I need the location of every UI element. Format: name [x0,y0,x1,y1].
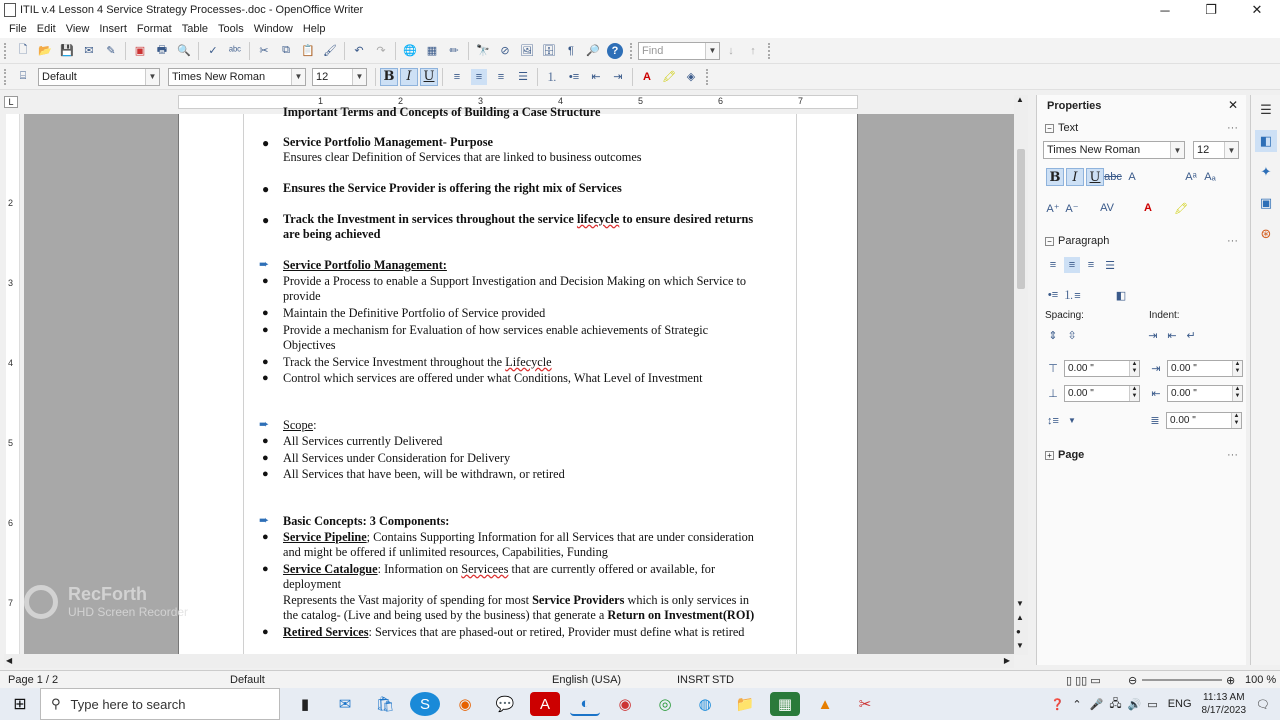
toolbar-handle[interactable] [768,43,772,59]
toolbar-handle[interactable] [4,69,8,85]
zoom-out-icon[interactable]: ⊖ [1128,675,1138,687]
standard-toolbar [0,38,1280,64]
collapse-icon[interactable]: − [1045,237,1054,246]
bullet-icon: ● [262,275,269,287]
minimize-button[interactable]: ─ [1160,2,1170,18]
circle-bullet-icon: ● [262,182,270,196]
sidebar-underline-button[interactable]: U [1086,168,1104,186]
sidebar-italic-button[interactable]: I [1066,168,1084,186]
bullet-icon: ● [262,468,269,480]
acrobat-app-icon[interactable]: A [530,692,560,716]
toolbar-handle[interactable] [706,69,710,85]
toolbar-separator [632,68,633,86]
spellcheck-icon[interactable]: ✓ [208,45,218,57]
more-options-icon[interactable]: ··· [1227,122,1238,134]
watermark-subtitle: UHD Screen Recorder [68,605,189,619]
gallery-icon[interactable]: 🖼 [520,45,534,57]
chevron-down-icon[interactable]: ▼ [145,69,159,85]
horizontal-scrollbar[interactable] [4,654,1014,668]
zoom-level[interactable]: 100 % [1245,674,1277,686]
sidebar-increase-indent-icon[interactable]: ⇥ [1148,329,1158,342]
print-preview-icon[interactable]: 🔍 [177,45,191,57]
expand-icon[interactable]: + [1045,451,1054,460]
spacing-above-icon: ⊤ [1048,363,1058,375]
menu-bar [0,20,1280,38]
bold-button[interactable]: B [380,68,398,86]
toolbar-separator [395,42,396,60]
sidebar-numbering-icon[interactable]: ⒈≡ [1063,290,1081,302]
doc-line: Provide a Process to enable a Support Investigation and Decision Making on which Service to [283,274,747,288]
title-bar [0,0,1280,20]
chevron-down-icon[interactable]: ▼ [705,43,719,59]
increase-indent-icon[interactable]: ⇥ [613,71,623,83]
taskbar-search-placeholder: Type here to search [70,696,186,712]
character-spacing-icon[interactable]: AV [1100,202,1114,214]
align-left-icon[interactable]: ≡ [453,70,461,83]
doc-line: Service Portfolio Management- Purpose [283,135,494,149]
menu-tools[interactable]: Tools [218,23,244,35]
align-center-icon[interactable]: ≡ [471,69,487,85]
snipping-app-icon[interactable]: ✂ [858,696,872,713]
sidebar-bold-button[interactable]: B [1046,168,1064,186]
vertical-scrollbar[interactable] [1014,95,1028,655]
toolbar-handle[interactable] [630,43,634,59]
subscript-icon[interactable]: Aₐ [1204,171,1216,183]
paragraph-align-row [1045,257,1121,273]
close-window-button[interactable]: ✕ [1251,2,1263,17]
bullet-icon: ● [262,435,269,447]
doc-line: provide [283,289,321,303]
toolbar-separator [375,68,376,86]
indent-after-icon: ⇤ [1151,388,1161,400]
indent-before-input[interactable]: 0.00 " ▲ ▼ [1167,360,1243,377]
formatting-marks-icon[interactable]: ¶ [568,44,574,57]
chevron-down-icon[interactable]: ▼ [291,69,305,85]
cut-icon[interactable]: ✂ [259,45,269,57]
highlighting-icon[interactable]: 🖍 [662,71,676,83]
chevron-down-icon[interactable]: ▼ [1170,142,1184,158]
ruler-number: 3 [8,278,14,288]
bullet-icon: ● [262,356,269,368]
maximize-button[interactable]: ❐ [1205,2,1217,17]
recorder-app-icon[interactable]: ◉ [618,696,632,713]
align-right-icon[interactable]: ≡ [497,70,505,83]
formatting-toolbar [0,64,1280,90]
export-pdf-icon[interactable]: ▣ [134,45,146,57]
spacing-below-icon: ⊥ [1048,388,1058,400]
network-icon[interactable]: 🖧 [1109,697,1122,710]
page-style[interactable]: Default [230,674,265,686]
doc-heading: Service Portfolio Management: [283,258,447,272]
paragraph-background-icon[interactable]: ◧ [1115,289,1127,302]
italic-button[interactable]: I [400,68,418,86]
more-options-icon[interactable]: ··· [1227,235,1238,247]
text-section-title: Text [1058,122,1079,134]
bullet-icon: ● [262,324,269,336]
battery-icon[interactable]: ▭ [1147,698,1158,711]
page-count: Page 1 / 2 [8,674,59,686]
clone-format-icon[interactable]: 🖌 [323,45,337,57]
doc-line: All Services under Consideration for Delivery [283,451,511,465]
system-tray [1051,688,1280,720]
ruler-number: 5 [8,438,14,448]
toolbar-separator [537,68,538,86]
doc-line: Provide a mechanism for Evaluation of how services enable achievements of Strategic [283,323,709,337]
indent-label: Indent: [1149,310,1180,321]
document-page[interactable] [178,105,858,654]
font-color-icon[interactable]: A [643,70,651,83]
input-language[interactable]: ENG [1167,698,1192,710]
doc-line: Ensures clear Definition of Services that are linked to business outcomes [283,150,642,164]
text-format-row [1045,168,1221,186]
sidebar-font-size-select[interactable] [1193,141,1239,159]
decrease-indent-icon[interactable]: ⇤ [591,71,601,83]
spin-arrows-icon[interactable]: ▲ ▼ [1129,361,1139,376]
menu-format[interactable]: Format [136,23,172,35]
bullet-icon: ● [262,307,269,319]
firefox-app-icon[interactable]: ◉ [458,696,472,713]
notifications-icon[interactable]: 🗨 [1256,698,1270,711]
previous-page-icon[interactable]: ▲ [1016,613,1024,622]
document-canvas[interactable] [24,105,1014,654]
paragraph-style-select[interactable] [38,68,160,86]
selection-mode[interactable]: STD [712,674,734,686]
hanging-indent-icon[interactable]: ↵ [1186,329,1196,342]
spin-arrows-icon[interactable]: ▲ ▼ [1232,386,1242,401]
chevron-down-icon[interactable]: ▼ [1068,416,1076,425]
ruler-number: 4 [8,358,14,368]
search-icon: ⚲ [51,696,61,711]
circle-bullet-icon: ● [262,136,270,150]
recorder-watermark [24,584,188,619]
toolbar-separator [468,42,469,60]
spacing-above-input[interactable]: 0.00 " ▲ ▼ [1064,360,1140,377]
scroll-down-icon[interactable]: ▼ [1016,599,1024,608]
more-options-icon[interactable]: ··· [1227,449,1238,461]
clock[interactable] [1202,691,1247,717]
paste-icon[interactable]: 📋 [301,45,315,57]
watermark-title: RecForth [68,584,148,604]
tab-stop-selector[interactable]: L [4,96,18,108]
toolbar-separator [198,42,199,60]
doc-line: Retired Services: Services that are phased-out or retired, Provider must define what is retired [283,625,745,639]
document-language[interactable]: English (USA) [552,674,622,686]
doc-line: and might be offered if unlimited resources, Capabilities, Funding [283,545,608,559]
sidebar-tab-bar [1250,95,1280,665]
sidebar-align-right-icon[interactable]: ≡ [1087,259,1095,271]
find-next-icon[interactable]: ↓ [728,44,734,57]
toolbar-separator [344,42,345,60]
doc-heading: Scope: [283,418,317,432]
bullet-icon: ● [262,563,269,575]
clock-date: 8/17/2023 [1201,705,1247,716]
help-icon[interactable]: ? [607,43,623,59]
sidebar-font-name-value: Times New Roman [1047,144,1141,156]
sidebar-highlight-icon[interactable]: 🖍 [1174,202,1188,215]
justify-icon[interactable]: ☰ [518,71,528,83]
doc-line: Track the Investment in services throughout the service lifecycle to ensure desired returns [283,212,754,226]
task-view-icon[interactable]: ▮ [300,696,310,713]
decrease-spacing-icon[interactable]: ⇳ [1067,329,1077,342]
sidebar-align-center-icon[interactable]: ≡ [1064,257,1080,273]
doc-line: Service Catalogue: Information on Servicees that are currently offered or available, for [283,562,716,576]
toolbar-separator [125,42,126,60]
vlc-app-icon[interactable]: ▲ [817,695,833,713]
store-app-icon[interactable]: 🛍 [375,696,395,713]
font-size-value: 12 [316,70,329,83]
superscript-icon[interactable]: Aᵃ [1185,171,1197,183]
first-line-indent-icon: ≣ [1150,415,1160,427]
scroll-up-icon[interactable]: ▲ [1016,95,1024,104]
writer-app-icon [4,3,16,17]
paragraph-section-title: Paragraph [1058,235,1110,247]
sidebar-align-left-icon[interactable]: ≡ [1049,259,1057,271]
print-icon[interactable]: 🖶 [156,44,168,56]
increase-spacing-icon[interactable]: ⇕ [1048,329,1058,342]
spin-arrows-icon[interactable]: ▲ ▼ [1232,361,1242,376]
help-tray-icon[interactable]: ❓ [1050,698,1065,711]
page-section-title: Page [1058,449,1085,461]
styles-formatting-icon[interactable]: ⌸ [19,70,27,82]
edge-app-icon[interactable]: ◍ [698,696,712,713]
doc-line: are being achieved [283,227,381,241]
record-icon [24,585,58,619]
taskbar-search-input[interactable] [40,688,280,720]
doc-line: Ensures the Service Provider is offering the right mix of Services [283,181,622,195]
doc-line: Represents the Vast majority of spending for most Service Providers which is only services in [283,593,750,607]
draw-functions-icon[interactable]: ✏ [449,45,459,57]
ruler-number: 6 [718,96,724,106]
line-spacing-icon[interactable]: ↕≡ [1047,414,1059,427]
zoom-slider[interactable] [1142,679,1222,681]
sidebar-menu-icon[interactable]: ☰ [1260,102,1272,117]
doc-line: deployment [283,577,342,591]
bullet-icon: ● [262,531,269,543]
text-effects-row [1045,200,1192,216]
save-icon[interactable]: 💾 [60,45,74,57]
menu-help[interactable]: Help [302,23,326,35]
navigator-icon[interactable]: ⊘ [500,45,510,57]
bullet-icon: ● [262,452,269,464]
ruler-number: 7 [8,598,14,608]
find-input[interactable] [638,42,720,60]
close-icon[interactable]: ✕ [1227,98,1238,112]
sidebar-justify-icon[interactable]: ☰ [1105,259,1115,272]
arrow-bullet-icon: ➨ [259,417,270,431]
status-bar [0,670,1280,688]
undo-icon[interactable]: ↶ [354,45,364,57]
menu-edit[interactable]: Edit [36,23,56,35]
font-name-value: Times New Roman [172,70,266,83]
doc-line: All Services that have been, will be withdrawn, or retired [283,467,565,481]
open-folder-icon[interactable]: 📂 [38,45,52,57]
microphone-icon[interactable]: 🎤 [1089,698,1104,711]
sidebar-title: Properties [1047,100,1102,112]
arrow-bullet-icon: ➨ [259,513,270,527]
excel-app-icon[interactable]: ▦ [770,692,800,716]
file-explorer-app-icon[interactable]: 📁 [735,696,755,713]
bullet-icon: ● [262,372,269,384]
navigation-icon[interactable]: ● [1016,627,1021,636]
toolbar-separator [249,42,250,60]
mail-app-icon[interactable]: ✉ [338,696,352,713]
paragraph-section-header[interactable] [1045,235,1109,247]
first-line-indent-input[interactable]: 0.00 " ▲ ▼ [1166,412,1242,429]
spacing-above-row [1045,360,1243,377]
sidebar-font-name-select[interactable] [1043,141,1185,159]
insert-mode[interactable]: INSRT [677,674,710,686]
scroll-right-icon[interactable]: ▶ [1003,656,1010,665]
line-spacing-row [1045,412,1242,429]
find-replace-icon[interactable]: 🔭 [476,45,490,57]
clock-time: 11:13 AM [1203,692,1245,703]
spin-arrows-icon[interactable]: ▲ ▼ [1129,386,1139,401]
menu-file[interactable]: File [9,23,27,35]
shrink-font-icon[interactable]: A⁻ [1065,202,1079,215]
find-previous-icon[interactable]: ↑ [750,44,756,57]
chevron-down-icon[interactable]: ▼ [1224,142,1238,158]
indent-before-icon: ⇥ [1151,363,1161,375]
redo-icon[interactable]: ↷ [376,45,386,57]
spacing-below-row [1045,385,1243,402]
ruler-number: 1 [318,96,324,106]
ruler-number: 7 [798,96,804,106]
chevron-down-icon[interactable]: ▼ [352,69,366,85]
ruler-number: 6 [8,518,14,528]
font-name-select[interactable] [168,68,306,86]
view-layout-icons[interactable]: ▯ ▯▯ ▭ [1066,675,1101,687]
styles-tab-icon[interactable]: ✦ [1260,164,1272,179]
grow-font-icon[interactable]: A⁺ [1046,202,1060,215]
collapse-icon[interactable]: − [1045,124,1054,133]
list-row [1045,287,1132,303]
menu-insert[interactable]: Insert [99,23,127,35]
doc-line: Track the Service Investment throughout the Lifecycle [283,355,552,369]
page-section-header[interactable] [1045,449,1084,461]
windows-start-icon[interactable]: ⊞ [13,696,27,713]
scrollbar-thumb[interactable] [1017,149,1025,289]
sidebar-font-color-icon[interactable]: A [1144,202,1152,214]
sidebar-decrease-indent-icon[interactable]: ⇤ [1167,329,1177,342]
gallery-tab-icon[interactable]: ▣ [1259,195,1273,210]
menu-view[interactable]: View [65,23,90,35]
openoffice-app-icon[interactable]: ◐ [570,692,600,716]
vertical-ruler[interactable] [6,114,20,654]
indent-after-input[interactable]: 0.00 " ▲ ▼ [1167,385,1243,402]
toolbar-separator [442,68,443,86]
ruler-number: 3 [478,96,484,106]
next-page-icon[interactable]: ▼ [1016,641,1024,650]
ruler-number: 5 [638,96,644,106]
toolbar-handle[interactable] [4,43,8,59]
circle-bullet-icon: ● [262,213,270,227]
doc-heading: Basic Concepts: 3 Components: [283,514,450,528]
wechat-app-icon[interactable]: 💬 [495,696,515,713]
find-placeholder: Find [642,44,664,57]
spacing-label: Spacing: [1045,310,1084,321]
properties-sidebar [1036,95,1246,665]
bullet-icon: ● [262,626,269,638]
menu-window[interactable]: Window [253,23,293,35]
font-size-select[interactable] [312,68,367,86]
strikethrough-icon[interactable]: abc [1104,171,1122,183]
doc-line: the catalog- (Live and being used by the business) that generate a Return on Investment(ROI) [283,608,755,622]
numbering-icon[interactable]: ⒈ [546,71,558,84]
bullets-icon[interactable]: •≡ [568,70,580,83]
zoom-in-icon[interactable]: ⊕ [1226,675,1236,687]
sidebar-font-size-value: 12 [1197,144,1210,156]
shadow-icon[interactable]: A [1128,171,1136,183]
zoom-icon[interactable]: 🔎 [586,45,600,57]
underline-button[interactable]: U [420,68,438,86]
doc-line: Service Pipeline; Contains Supporting Information for all Services that are under consideration [283,530,754,544]
chevron-up-icon[interactable]: ⌃ [1072,698,1082,711]
edit-mode-icon[interactable]: ✎ [106,45,116,57]
doc-line: Control which services are offered under what Conditions, What Level of Investment [283,371,703,385]
doc-line: Objectives [283,338,336,352]
table-icon[interactable]: ▦ [426,45,438,57]
arrow-bullet-icon: ➨ [259,257,270,271]
background-color-icon[interactable]: ◈ [686,71,696,83]
window-title: ITIL v.4 Lesson 4 Service Strategy Processes-.doc - OpenOffice Writer [20,4,364,16]
volume-icon[interactable]: 🔊 [1127,698,1142,711]
sidebar-bullets-icon[interactable]: •≡ [1047,289,1059,301]
hyperlink-icon[interactable]: 🌐 [403,45,417,57]
properties-tab-icon[interactable]: ◧ [1255,130,1277,152]
ruler-number: 4 [558,96,564,106]
copy-icon[interactable]: ⧉ [282,44,290,56]
doc-line: Important Terms and Concepts of Building a Case Structure [283,105,601,119]
ruler-number: 2 [8,198,14,208]
new-document-icon[interactable]: 🗋 [18,44,28,56]
data-sources-icon[interactable]: 🗄 [542,45,556,57]
doc-line: All Services currently Delivered [283,434,443,448]
navigator-tab-icon[interactable]: ⊛ [1260,226,1272,241]
ruler-number: 2 [398,96,404,106]
autospellcheck-icon[interactable]: ᵃᵇᶜ [228,44,242,57]
paragraph-style-value: Default [42,70,77,83]
menu-table[interactable]: Table [181,23,209,35]
doc-line: Maintain the Definitive Portfolio of Service provided [283,306,546,320]
text-section-header[interactable] [1045,122,1078,134]
spin-arrows-icon[interactable]: ▲ ▼ [1231,413,1241,428]
skype-app-icon[interactable]: S [410,692,440,716]
scroll-left-icon[interactable]: ◀ [6,656,13,665]
spacing-indent-buttons-row [1045,327,1202,343]
chrome-app-icon[interactable]: ◎ [658,696,672,713]
email-icon[interactable]: ✉ [84,45,94,57]
windows-taskbar [0,688,1280,720]
spacing-below-input[interactable]: 0.00 " ▲ ▼ [1064,385,1140,402]
